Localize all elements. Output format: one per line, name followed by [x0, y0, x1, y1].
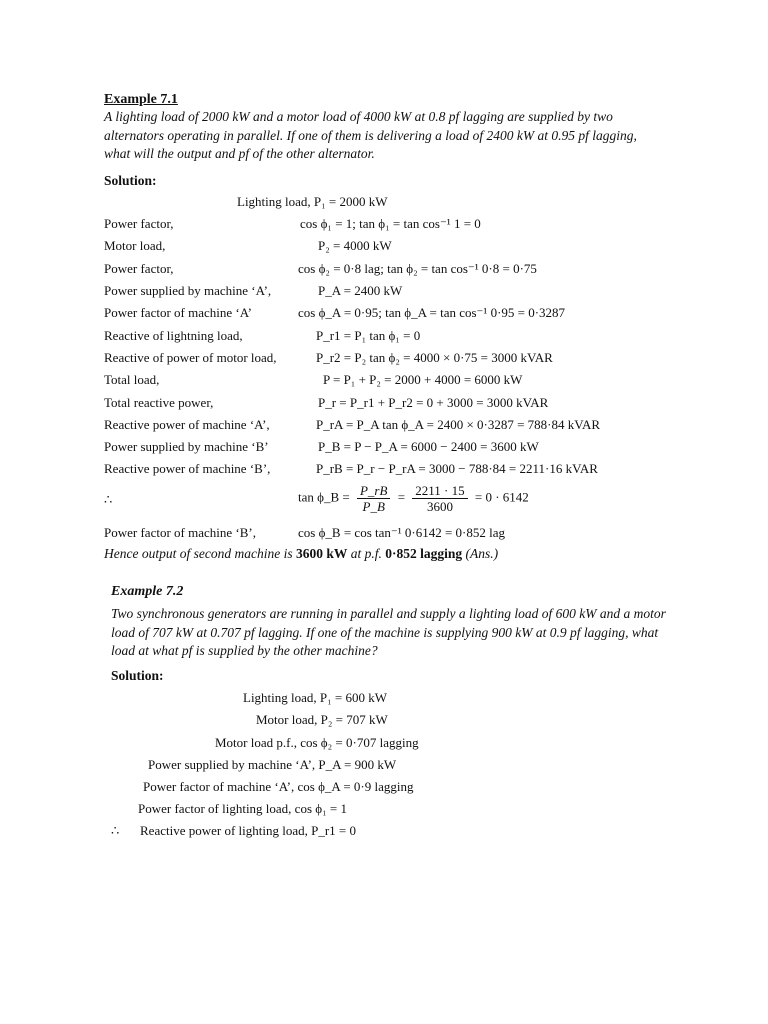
- label-power-machine-a: Power supplied by machine ‘A’,: [104, 283, 272, 298]
- frac2-numerator: 2211 · 15: [412, 483, 467, 499]
- ex2-motor-load-pf: Motor load p.f., cos ϕ₂ = 0·707 lagging: [215, 735, 419, 750]
- eq-reactive-machine-b: P_rB = P_r − P_rA = 3000 − 788·84 = 2211·16 kVAR: [316, 461, 598, 476]
- label-total-reactive: Total reactive power,: [104, 395, 214, 410]
- label-reactive-motor: Reactive of power of motor load,: [104, 350, 277, 365]
- label-total-load: Total load,: [104, 372, 160, 387]
- eq-reactive-machine-a: P_rA = P_A tan ϕ_A = 2400 × 0·3287 = 788·84 kVAR: [316, 417, 601, 432]
- label-power-factor-2: Power factor,: [104, 261, 174, 276]
- answer-output: 3600 kW: [295, 546, 348, 561]
- answer-pf: 0·852 lagging: [385, 546, 463, 561]
- example-7-2-problem: Two synchronous generators are running in parallel and supply a lighting load of 600 kW and a motor load of 707 kW at 0.707 pf lagging. If one of the machine is supplying 900 kW at 0.9 pf lagging, what load at what pf is supplied by the other machine?: [111, 606, 666, 658]
- example-7-1-answer: [104, 546, 498, 562]
- ex2-power-machine-a: Power supplied by machine ‘A’, P_A = 900 kW: [148, 757, 397, 772]
- eq-total-load: P = P₁ + P₂ = 2000 + 4000 = 6000 kW: [323, 372, 523, 387]
- label-power-factor-1: Power factor,: [104, 216, 174, 231]
- example-7-1-solution-label: Solution:: [104, 173, 157, 188]
- eq-power-factor-1: cos ϕ₁ = 1; tan ϕ₁ = tan cos⁻¹ 1 = 0: [300, 216, 481, 231]
- answer-mid: at p.f.: [347, 546, 386, 561]
- frac2-denominator: 3600: [426, 499, 453, 514]
- ex2-lighting-load: Lighting load, P₁ = 600 kW: [243, 690, 388, 705]
- eq-reactive-motor: P_r2 = P₂ tan ϕ₂ = 4000 × 0·75 = 3000 kVAR: [316, 350, 553, 365]
- label-reactive-machine-b: Reactive power of machine ‘B’,: [104, 461, 271, 476]
- label-motor-load: Motor load,: [104, 238, 166, 253]
- label-pf-machine-b: Power factor of machine ‘B’,: [104, 525, 256, 540]
- therefore-symbol: ∴: [104, 492, 113, 507]
- tan-lhs: tan ϕ_B =: [298, 489, 350, 505]
- frac1-numerator: P_rB: [357, 483, 390, 499]
- equals-sign: =: [397, 489, 406, 505]
- ex2-pf-lighting-load: Power factor of lighting load, cos ϕ₁ = 1: [138, 801, 347, 816]
- label-pf-machine-a: Power factor of machine ‘A’: [104, 305, 252, 320]
- example-7-1-problem: A lighting load of 2000 kW and a motor load of 4000 kW at 0.8 pf lagging are supplied by two alternators operating in parallel. If one of them is delivering a load of 2400 kW at 0.95 pf lagging, what will the output and pf of the other alternator.: [104, 109, 637, 161]
- ex2-pf-machine-a: Power factor of machine ‘A’, cos ϕ_A = 0·9 lagging: [143, 779, 414, 794]
- label-reactive-machine-a: Reactive power of machine ‘A’,: [104, 417, 270, 432]
- eq-pf-machine-b: cos ϕ_B = cos tan⁻¹ 0·6142 = 0·852 lag: [298, 525, 506, 540]
- eq-power-factor-2: cos ϕ₂ = 0·8 lag; tan ϕ₂ = tan cos⁻¹ 0·8 = 0·75: [298, 261, 537, 276]
- eq-pf-machine-a: cos ϕ_A = 0·95; tan ϕ_A = tan cos⁻¹ 0·95 = 0·3287: [298, 305, 566, 320]
- eq-lighting-load: Lighting load, P₁ = 2000 kW: [237, 194, 388, 209]
- answer-prefix: Hence output of second machine is: [104, 546, 296, 561]
- eq-reactive-lighting: P_r1 = P₁ tan ϕ₁ = 0: [316, 328, 421, 343]
- eq-power-machine-a: P_A = 2400 kW: [318, 283, 403, 298]
- example-7-2-title: Example 7.2: [111, 584, 184, 599]
- frac1-denominator: P_B: [362, 499, 385, 514]
- fraction-prb-pb: [357, 483, 390, 514]
- eq-total-reactive: P_r = P_r1 + P_r2 = 0 + 3000 = 3000 kVAR: [318, 395, 549, 410]
- ex2-reactive-lighting: Reactive power of lighting load, P_r1 = 0: [140, 823, 357, 838]
- ex2-motor-load: Motor load, P₂ = 707 kW: [256, 712, 388, 727]
- eq-tan-phi-b: [298, 483, 529, 514]
- example-7-1-title: Example 7.1: [104, 92, 178, 107]
- fraction-values: [412, 483, 467, 514]
- example-7-2-solution-label: Solution:: [111, 668, 164, 683]
- label-reactive-lighting: Reactive of lightning load,: [104, 328, 243, 343]
- eq-motor-load: P₂ = 4000 kW: [318, 238, 392, 253]
- label-power-machine-b: Power supplied by machine ‘B’: [104, 439, 269, 454]
- answer-suffix: (Ans.): [462, 546, 499, 561]
- eq-power-machine-b: P_B = P − P_A = 6000 − 2400 = 3600 kW: [318, 439, 539, 454]
- tan-result: = 0 · 6142: [474, 489, 529, 505]
- ex2-therefore-symbol: ∴: [111, 823, 120, 838]
